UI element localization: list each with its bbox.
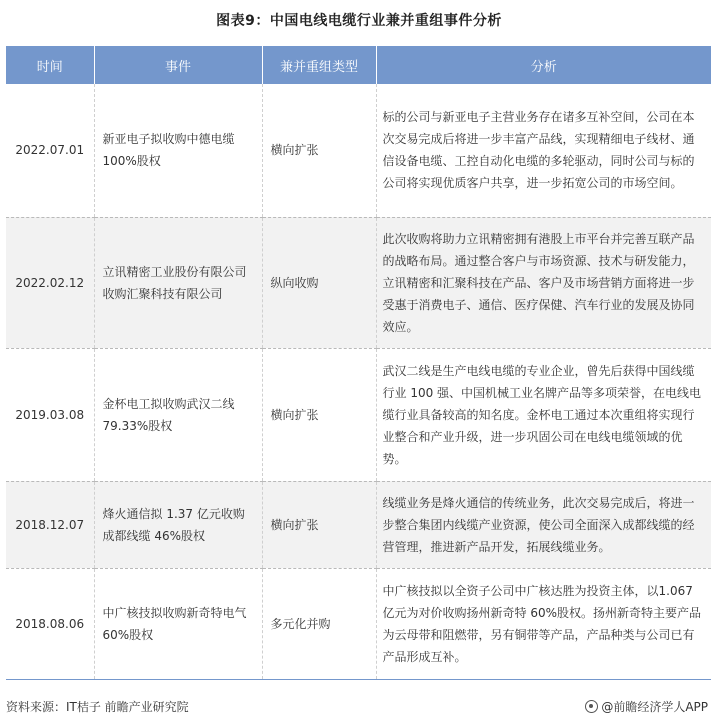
row-analysis: 此次收购将助力立讯精密拥有港股上市平台并完善互联产品的战略布局。通过整合客户与市场资源、技术与研发能力，立讯精密和汇聚科技在产品、客户及市场营销方面将进一步受惠于消费电子、通信、医疗保健、汽车行业的发展及协同效应。	[376, 217, 711, 348]
header-date: 时间	[6, 46, 94, 84]
table-row	[6, 217, 711, 348]
brand-credit	[585, 698, 708, 715]
row-event: 中广核技拟收购新奇特电气 60%股权	[94, 568, 262, 679]
row-type: 横向扩张	[262, 84, 376, 217]
row-type: 横向扩张	[262, 481, 376, 568]
row-date: 2019.03.08	[6, 348, 94, 481]
row-date: 2018.08.06	[6, 568, 94, 679]
table-row	[6, 84, 711, 217]
brand-logo-icon	[585, 700, 598, 713]
brand-label: @前瞻经济学人APP	[601, 700, 708, 714]
table-row	[6, 568, 711, 679]
header-event: 事件	[94, 46, 262, 84]
row-analysis: 标的公司与新亚电子主营业务存在诸多互补空间，公司在本次交易完成后将进一步丰富产品线，实现精细电子线材、通信设备电缆、工控自动化电缆的多轮驱动，同时公司与标的公司将实现优质客户共享，进一步拓宽公司的市场空间。	[376, 84, 711, 217]
row-date: 2018.12.07	[6, 481, 94, 568]
header-analysis: 分析	[376, 46, 711, 84]
row-type: 纵向收购	[262, 217, 376, 348]
source-note: 资料来源：IT桔子 前瞻产业研究院	[6, 700, 189, 714]
table-row	[6, 348, 711, 481]
header-type: 兼并重组类型	[262, 46, 376, 84]
row-analysis: 线缆业务是烽火通信的传统业务，此次交易完成后，将进一步整合集团内线缆产业资源，使公司全面深入成都线缆的经营管理，推进新产品开发，拓展线缆业务。	[376, 481, 711, 568]
row-type: 横向扩张	[262, 348, 376, 481]
table-row	[6, 481, 711, 568]
row-analysis: 中广核技拟以全资子公司中广核达胜为投资主体，以1.067 亿元为对价收购扬州新奇特 60%股权。扬州新奇特主要产品为云母带和阻燃带，另有铜带等产品，产品种类与公司已有产品形成互补。	[376, 568, 711, 679]
page-title: 图表9：中国电线电缆行业兼并重组事件分析	[216, 13, 502, 29]
row-date: 2022.02.12	[6, 217, 94, 348]
mergers-table	[6, 46, 711, 680]
row-event: 烽火通信拟 1.37 亿元收购成都线缆 46%股权	[94, 481, 262, 568]
row-date: 2022.07.01	[6, 84, 94, 217]
row-event: 金杯电工拟收购武汉二线79.33%股权	[94, 348, 262, 481]
table-header-row	[6, 46, 711, 84]
row-type: 多元化并购	[262, 568, 376, 679]
row-event: 新亚电子拟收购中德电缆100%股权	[94, 84, 262, 217]
row-event: 立讯精密工业股份有限公司收购汇聚科技有限公司	[94, 217, 262, 348]
row-analysis: 武汉二线是生产电线电缆的专业企业，曾先后获得中国线缆行业 100 强、中国机械工业名牌产品等多项荣誉，在电线电缆行业具备较高的知名度。金杯电工通过本次重组将实现行业整合和产业升级，进一步巩固公司在电线电缆领域的优势。	[376, 348, 711, 481]
